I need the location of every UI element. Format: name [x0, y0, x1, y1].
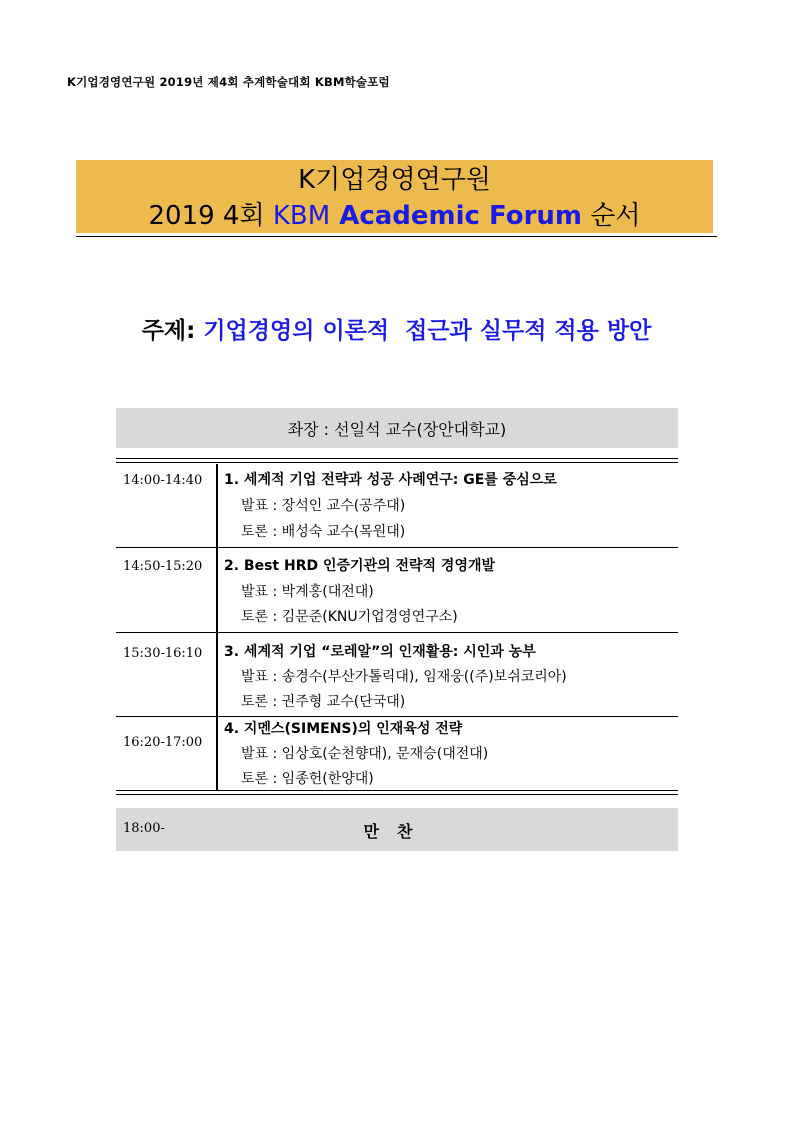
session-divider — [116, 547, 678, 548]
title-organization: K기업경영연구원 — [298, 165, 491, 195]
dinner-band — [116, 808, 678, 851]
title-event-suffix: 순서 — [582, 201, 641, 231]
session-1-discussant: 토론 : 배성숙 교수(목원대) — [241, 524, 406, 540]
schedule-top-rule — [116, 458, 678, 463]
title-banner — [76, 160, 713, 233]
session-3-discussant: 토론 : 권주형 교수(단국대) — [241, 694, 406, 710]
title-event-forum: Academic Forum — [330, 201, 583, 231]
session-4-discussant: 토론 : 임종헌(한양대) — [241, 771, 374, 787]
schedule-bottom-rule — [116, 790, 678, 795]
title-underline — [76, 236, 717, 237]
session-4-title: 4. 지멘스(SIMENS)의 인재육성 전략 — [224, 721, 463, 737]
session-divider — [116, 716, 678, 717]
session-3-time: 15:30-16:10 — [123, 646, 203, 661]
forum-theme — [0, 312, 793, 345]
title-event — [76, 200, 713, 232]
schedule-column-divider — [216, 464, 218, 790]
theme-label: 주제: — [141, 318, 204, 344]
running-header: K기업경영연구원 2019년 제4회 추계학술대회 KBM학술포럼 — [67, 75, 390, 89]
session-2-discussant: 토론 : 김문준(KNU기업경영연구소) — [241, 609, 458, 625]
chair-text: 좌장 : 선일석 교수(장안대학교) — [287, 419, 507, 439]
session-3-presenter: 발표 : 송경수(부산가톨릭대), 임재웅((주)보쉬코리아) — [241, 669, 567, 685]
session-divider — [116, 632, 678, 633]
dinner-label: 만찬 — [363, 822, 431, 841]
session-3-title: 3. 세계적 기업 “로레알”의 인재활용: 시인과 농부 — [224, 644, 536, 660]
session-1-presenter: 발표 : 장석인 교수(공주대) — [241, 498, 406, 514]
title-event-kbm: KBM — [272, 201, 331, 231]
dinner-time: 18:00- — [123, 821, 165, 836]
session-2-title: 2. Best HRD 인증기관의 전략적 경영개발 — [224, 558, 496, 574]
session-1-title: 1. 세계적 기업 전략과 성공 사례연구: GE를 중심으로 — [224, 472, 557, 488]
session-2-time: 14:50-15:20 — [123, 559, 203, 574]
chair-band — [116, 408, 678, 448]
session-1-time: 14:00-14:40 — [123, 473, 203, 488]
session-4-time: 16:20-17:00 — [123, 735, 203, 750]
session-4-presenter: 발표 : 임상호(순천향대), 문재승(대전대) — [241, 746, 489, 762]
title-event-prefix: 2019 4회 — [148, 201, 273, 231]
theme-text: 기업경영의 이론적 접근과 실무적 적용 방안 — [203, 318, 652, 344]
session-2-presenter: 발표 : 박계홍(대전대) — [241, 584, 374, 600]
